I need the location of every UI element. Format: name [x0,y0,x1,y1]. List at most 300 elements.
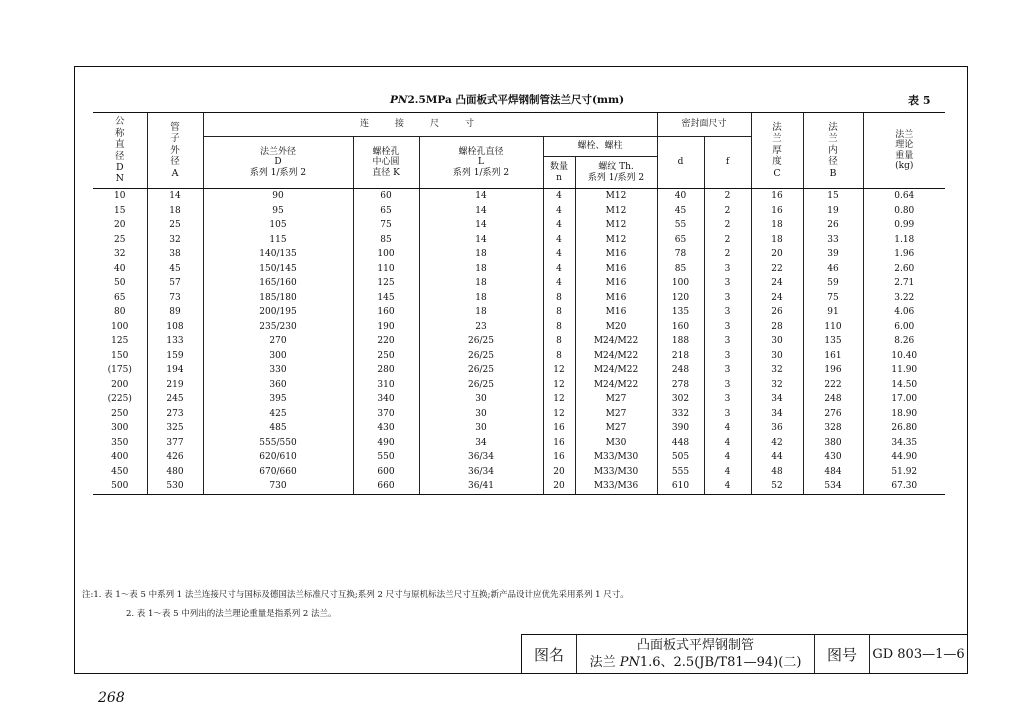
note-2: 2. 表 1～表 5 中列出的法兰理论重量是指系列 2 法兰。 [126,609,337,619]
table-cell: 24 [751,276,803,291]
header-bolts: 螺栓、螺柱 [543,137,657,157]
table-cell: 90 [203,189,353,204]
table-cell: 610 [657,479,704,494]
table-cell: 14 [419,233,543,248]
table-cell: 2.71 [863,276,945,291]
table-cell: M12 [575,233,657,248]
table-cell: 2 [704,247,751,262]
table-cell: 248 [803,392,863,407]
table-cell: 12 [543,378,575,393]
table-cell: 8 [543,334,575,349]
table-cell: 36/34 [419,465,543,480]
table-cell: 377 [147,436,203,451]
table-cell: 26.80 [863,421,945,436]
table-cell: 125 [111,336,129,347]
table-cell: 75 [803,291,863,306]
title-pn: PN [390,94,408,106]
table-row [93,204,945,219]
header-connection: 连接尺寸 [203,113,657,137]
table-cell: 6.00 [863,320,945,335]
table-cell: 135 [657,305,704,320]
table-cell: 26 [751,305,803,320]
table-cell: 425 [203,407,353,422]
table-cell: 19 [803,204,863,219]
table-cell: 14 [419,189,543,204]
table-cell: 218 [657,349,704,364]
table-number: 表 5 [908,94,931,107]
notes [82,586,629,624]
table-cell: 17.00 [863,392,945,407]
table-cell: 18 [419,262,543,277]
table-row [93,305,945,320]
table-cell: 161 [803,349,863,364]
table-cell: 4 [543,218,575,233]
table-cell: 620/610 [203,450,353,465]
table-cell: M16 [575,262,657,277]
table-row [93,392,945,407]
table-cell: 430 [803,450,863,465]
table-cell: 4.06 [863,305,945,320]
table-cell: 3 [704,262,751,277]
table-cell: 250 [111,408,129,419]
table-cell: 4 [704,421,751,436]
table-cell: 100 [111,321,129,332]
table-cell: 18 [419,276,543,291]
table-cell: 65 [657,233,704,248]
table-cell: 390 [657,421,704,436]
table-cell: 30 [419,421,543,436]
table-cell: 60 [353,189,419,204]
header-seal-d: d [657,137,704,189]
table-cell: 165/160 [203,276,353,291]
table-cell: 3 [704,392,751,407]
table-cell: 85 [657,262,704,277]
table-row [93,320,945,335]
table-cell: M12 [575,189,657,204]
table-cell: 57 [147,276,203,291]
table-cell: 8 [543,320,575,335]
table-cell: 4 [543,189,575,204]
table-cell: 3 [704,407,751,422]
table-cell: 490 [353,436,419,451]
table-cell: 145 [353,291,419,306]
table-cell: 15 [114,205,126,216]
drawing-name-label: 图名 [522,635,577,673]
table-row [93,421,945,436]
table-cell: 480 [147,465,203,480]
table-cell: M24/M22 [575,349,657,364]
table-cell: 34 [751,392,803,407]
table-row [93,189,945,204]
table-cell: 278 [657,378,704,393]
table-cell: 10.40 [863,349,945,364]
table-cell: M16 [575,276,657,291]
table-cell: 4 [543,262,575,277]
table-cell: 248 [657,363,704,378]
table-cell: 300 [203,349,353,364]
header-seal: 密封面尺寸 [657,113,751,137]
table-cell: 125 [353,276,419,291]
table-cell: (175) [107,365,132,376]
table-cell: 3 [704,305,751,320]
header-bolt-circle: 螺栓孔 中心圆 直径 K [353,137,419,189]
table-cell: 39 [803,247,863,262]
table-row [93,349,945,364]
table-cell: 400 [111,452,129,463]
table-cell: 196 [803,363,863,378]
table-cell: 133 [147,334,203,349]
table-cell: 18 [419,305,543,320]
table-row [93,407,945,422]
table-cell: M27 [575,421,657,436]
table-cell: 100 [657,276,704,291]
page-number: 268 [98,690,125,706]
table-cell: 2 [704,204,751,219]
table-cell: M24/M22 [575,334,657,349]
table-row [93,291,945,306]
table-cell: 36/41 [419,479,543,494]
table-cell: 75 [353,218,419,233]
table-cell: 30 [751,349,803,364]
table-cell: 1.18 [863,233,945,248]
table-cell: 26/25 [419,334,543,349]
table-cell: M24/M22 [575,378,657,393]
table-cell: 89 [147,305,203,320]
table-cell: 12 [543,407,575,422]
table-cell: 32 [114,249,126,260]
table-cell: 44 [751,450,803,465]
table-cell: 250 [353,349,419,364]
table-cell: 2 [704,189,751,204]
table-cell: 85 [353,233,419,248]
table-cell: 32 [147,233,203,248]
table-cell: M27 [575,392,657,407]
header-seal-f: f [704,137,751,189]
table-cell: 14 [147,189,203,204]
header-thread: 螺纹 Th. 系列 1/系列 2 [575,157,657,189]
table-cell: 16 [543,421,575,436]
header-flange-od: 法兰外径 D 系列 1/系列 2 [203,137,353,189]
table-cell: 30 [419,392,543,407]
table-cell: 3 [704,334,751,349]
table-header [93,113,945,189]
table-cell: M27 [575,407,657,422]
table-cell: 430 [353,421,419,436]
table-cell: 310 [353,378,419,393]
table-cell: 380 [803,436,863,451]
table-cell: M30 [575,436,657,451]
table-cell: 51.92 [863,465,945,480]
table-cell: 65 [353,204,419,219]
table-cell: 40 [114,263,126,274]
table-cell: 34 [419,436,543,451]
table-cell: 120 [657,291,704,306]
table-cell: 550 [353,450,419,465]
table-cell: 2.60 [863,262,945,277]
table-cell: 14 [419,204,543,219]
table-cell: 2 [704,233,751,248]
title-text: 2.5MPa 凸面板式平焊钢制管法兰尺寸(mm) [407,94,625,106]
table-cell: 48 [751,465,803,480]
table-cell: 484 [803,465,863,480]
table-cell: 159 [147,349,203,364]
table-cell: 530 [147,479,203,494]
table-cell: 330 [203,363,353,378]
table-cell: 730 [203,479,353,494]
table-body [93,189,945,495]
table-cell: 150/145 [203,262,353,277]
table-cell: 24 [751,291,803,306]
table-cell: 25 [114,234,126,245]
table-cell: 42 [751,436,803,451]
table-cell: 108 [147,320,203,335]
table-cell: 25 [147,218,203,233]
table-cell: 3.22 [863,291,945,306]
table-cell: 11.90 [863,363,945,378]
table-row [93,334,945,349]
table-row [93,262,945,277]
table-cell: 1.96 [863,247,945,262]
table-cell: 55 [657,218,704,233]
table-cell: 14.50 [863,378,945,393]
table-cell: 32 [751,378,803,393]
table-cell: 0.64 [863,189,945,204]
table-cell: 273 [147,407,203,422]
table-cell: 36/34 [419,450,543,465]
header-weight: 法兰 理论 重量 (kg) [863,113,945,189]
table-cell: 200 [111,379,129,390]
table-cell: 52 [751,479,803,494]
table-cell: 534 [803,479,863,494]
table-cell: 50 [114,278,126,289]
table-cell: 340 [353,392,419,407]
flange-dimension-table [93,112,945,495]
table-cell: 4 [543,247,575,262]
table-cell: 20 [543,479,575,494]
table-cell: 426 [147,450,203,465]
table-cell: 115 [203,233,353,248]
table-cell: 14 [419,218,543,233]
table-cell: 100 [353,247,419,262]
table-cell: 20 [114,220,126,231]
table-cell: 36 [751,421,803,436]
table-cell: 45 [657,204,704,219]
table-cell: 80 [114,307,126,318]
table-row [93,276,945,291]
table-cell: 8 [543,291,575,306]
table-cell: 185/180 [203,291,353,306]
table-row [93,436,945,451]
table-cell: 245 [147,392,203,407]
table-cell: 450 [111,466,129,477]
table-cell: 44.90 [863,450,945,465]
table-cell: M33/M30 [575,465,657,480]
table-cell: 160 [657,320,704,335]
table-cell: 0.80 [863,204,945,219]
table-cell: 3 [704,291,751,306]
title-block [521,634,968,674]
table-cell: 8 [543,349,575,364]
table-cell: M33/M36 [575,479,657,494]
table-cell: 135 [803,334,863,349]
table-cell: 3 [704,320,751,335]
table-cell: 38 [147,247,203,262]
table-cell: 3 [704,363,751,378]
table-cell: 16 [751,189,803,204]
table-cell: 360 [203,378,353,393]
table-cell: 4 [543,233,575,248]
table-cell: 448 [657,436,704,451]
table-cell: 78 [657,247,704,262]
table-cell: 20 [543,465,575,480]
table-cell: M12 [575,218,657,233]
table-cell: M16 [575,291,657,306]
table-cell: 16 [543,450,575,465]
table-cell: 660 [353,479,419,494]
table-cell: 276 [803,407,863,422]
table-cell: 600 [353,465,419,480]
table-row [93,218,945,233]
table-cell: 0.99 [863,218,945,233]
table-cell: 4 [543,204,575,219]
table-cell: 18 [419,247,543,262]
table-cell: 26/25 [419,363,543,378]
table-cell: 34.35 [863,436,945,451]
drawing-number-label: 图号 [815,635,870,673]
table-cell: 3 [704,276,751,291]
table-cell: 485 [203,421,353,436]
header-pipe-od: 管子外径A [147,113,203,189]
table-cell: 500 [93,479,147,494]
table-cell: 26 [803,218,863,233]
table-cell: 3 [704,349,751,364]
table-cell: 300 [111,423,129,434]
table-cell: 18 [751,218,803,233]
table-cell: 395 [203,392,353,407]
table-cell: 8 [543,305,575,320]
table-cell: 150 [111,350,129,361]
table-cell: 20 [751,247,803,262]
table-cell: 188 [657,334,704,349]
table-row [93,465,945,480]
table-cell: 350 [111,437,129,448]
table-cell: 670/660 [203,465,353,480]
table-cell: 65 [114,292,126,303]
table-cell: 23 [419,320,543,335]
table-row [93,378,945,393]
table-cell: 18.90 [863,407,945,422]
table-cell: 22 [751,262,803,277]
table-cell: 30 [751,334,803,349]
table-cell: 105 [203,218,353,233]
drawing-number: GD 803—1—6 [872,646,965,662]
table-cell: 12 [543,363,575,378]
table-cell: 555 [657,465,704,480]
table-cell: 73 [147,291,203,306]
table-cell: 18 [419,291,543,306]
table-cell: M20 [575,320,657,335]
table-cell: 59 [803,276,863,291]
table-cell: 45 [147,262,203,277]
drawing-name [577,635,815,673]
table-cell: 16 [543,436,575,451]
table-cell: M33/M30 [575,450,657,465]
table-cell: M16 [575,305,657,320]
table-row [93,450,945,465]
table-cell: 280 [353,363,419,378]
table-cell: 370 [353,407,419,422]
table-cell: 28 [751,320,803,335]
table-cell: 219 [147,378,203,393]
table-cell: 95 [203,204,353,219]
table-cell: 4 [704,436,751,451]
table-row [93,363,945,378]
table-cell: 110 [353,262,419,277]
table-cell: 190 [353,320,419,335]
table-cell: 16 [751,204,803,219]
table-cell: 555/550 [203,436,353,451]
drawing-name-line1: 凸面板式平焊钢制管 [636,638,754,653]
table-cell: 34 [751,407,803,422]
table-cell: 220 [353,334,419,349]
table-cell: 91 [803,305,863,320]
table-cell: 10 [114,191,126,202]
header-bore: 法兰内径B [803,113,863,189]
header-thickness: 法兰厚度C [751,113,803,189]
table-cell: 270 [203,334,353,349]
table-cell: 505 [657,450,704,465]
table-cell: 110 [803,320,863,335]
table-cell: 4 [704,450,751,465]
table-cell: 2 [704,218,751,233]
table-row [93,479,945,494]
table-cell: 26/25 [419,378,543,393]
note-1: 注:1. 表 1～表 5 中系列 1 法兰连接尺寸与国标及德国法兰标准尺寸互换;系列 2 尺寸与原机标法兰尺寸互换;新产品设计应优先采用系列 1 尺寸。 [82,590,629,600]
table-cell: M24/M22 [575,363,657,378]
table-row [93,247,945,262]
table-cell: 3 [704,378,751,393]
table-cell: 18 [147,204,203,219]
table-cell: 328 [803,421,863,436]
table-cell: 4 [704,479,751,494]
header-bolt-hole: 螺栓孔直径 L 系列 1/系列 2 [419,137,543,189]
table-cell: 15 [803,189,863,204]
table-cell: 26/25 [419,349,543,364]
table-cell: 332 [657,407,704,422]
table-cell: 200/195 [203,305,353,320]
table-row [93,233,945,248]
table-cell: 4 [704,465,751,480]
table-cell: 67.30 [863,479,945,494]
table-title [390,92,624,107]
table-cell: 235/230 [203,320,353,335]
header-dn: 公称直径DN [93,113,147,189]
table-cell: 222 [803,378,863,393]
table-cell: 194 [147,363,203,378]
table-cell: (225) [107,394,132,405]
table-cell: 325 [147,421,203,436]
table-cell: M12 [575,204,657,219]
table-cell: 140/135 [203,247,353,262]
table-cell: 4 [543,276,575,291]
table-cell: 40 [657,189,704,204]
table-cell: M16 [575,247,657,262]
table-cell: 160 [353,305,419,320]
table-cell: 46 [803,262,863,277]
table-cell: 302 [657,392,704,407]
table-cell: 8.26 [863,334,945,349]
table-cell: 32 [751,363,803,378]
